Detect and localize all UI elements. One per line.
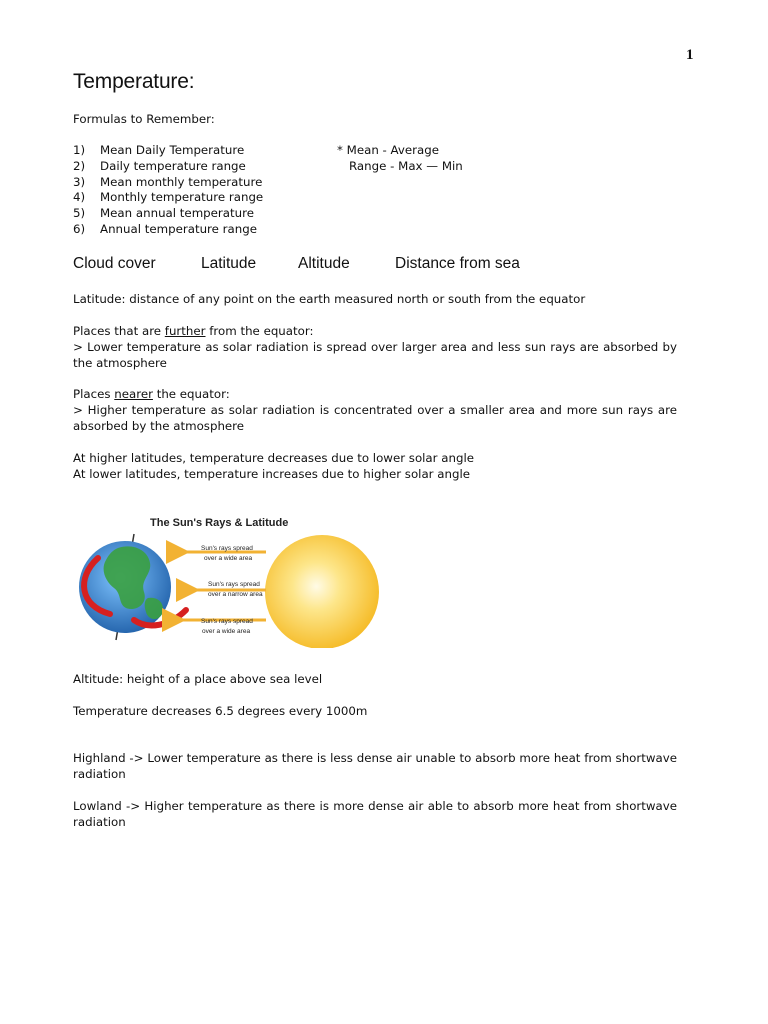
list-text: Mean monthly temperature — [100, 174, 263, 189]
nearer-section — [73, 386, 677, 434]
nearer-detail: > Higher temperature as solar radiation is concentrated over a smaller area and more sun rays are absorbed by the atmosphere — [73, 403, 677, 433]
sun-icon — [265, 535, 379, 648]
latitude-effects — [73, 450, 677, 482]
latitude-definition: Latitude: distance of any point on the earth measured north or south from the equator — [73, 292, 586, 306]
further-detail: > Lower temperature as solar radiation is spread over larger area and less sun rays are absorbed by the atmosphere — [73, 340, 677, 370]
list-item — [73, 189, 263, 205]
nearer-suffix: the equator: — [156, 387, 230, 401]
further-prefix: Places that are — [73, 324, 162, 338]
formula-list — [73, 142, 263, 237]
list-text: Mean Daily Temperature — [100, 143, 245, 157]
further-heading — [73, 323, 677, 339]
factor-latitude: Latitude — [201, 255, 257, 272]
list-item — [73, 158, 263, 174]
list-item — [73, 142, 263, 158]
effect-lower-latitudes: At lower latitudes, temperature increases due to higher solar angle — [73, 467, 471, 481]
list-item — [73, 205, 263, 221]
list-text: Monthly temperature range — [100, 190, 264, 205]
list-number: 4) — [73, 190, 86, 205]
factor-altitude: Altitude — [298, 255, 350, 272]
list-text: Annual temperature range — [100, 221, 257, 236]
further-section — [73, 323, 677, 371]
ray-label: Sun's rays spread — [208, 581, 260, 588]
ray-label: Sun's rays spread — [201, 545, 253, 552]
list-number: 3) — [73, 174, 86, 189]
list-text: Mean annual temperature — [100, 206, 254, 221]
lowland-text: Lowland -> Higher temperature as there is more dense air able to absorb more heat from shortwave radiation — [73, 799, 677, 829]
factor-distance-from-sea: Distance from sea — [395, 255, 520, 272]
formulas-heading: Formulas to Remember: — [73, 112, 215, 126]
ray-label: Sun's rays spread — [201, 618, 253, 625]
highland-text: Highland -> Lower temperature as there is less dense air unable to absorb more heat from shortwave radiation — [73, 751, 677, 781]
further-underlined: further — [164, 324, 206, 338]
figure-title: The Sun's Rays & Latitude — [150, 517, 289, 529]
nearer-underlined: nearer — [114, 387, 153, 401]
list-item — [73, 221, 263, 237]
further-suffix: from the equator: — [209, 324, 314, 338]
lapse-rate: Temperature decreases 6.5 degrees every 1000m — [73, 704, 368, 718]
list-text: Daily temperature range — [100, 158, 246, 173]
list-number: 1) — [73, 143, 86, 157]
factor-cloud-cover: Cloud cover — [73, 255, 156, 272]
suns-rays-latitude-figure — [78, 508, 388, 648]
note-mean: * Mean - Average — [337, 143, 439, 157]
ray-label: over a wide area — [202, 628, 251, 635]
nearer-heading — [73, 386, 677, 402]
page-number: 1 — [686, 47, 694, 63]
list-number: 6) — [73, 221, 86, 236]
formula-notes — [337, 142, 463, 174]
list-number: 5) — [73, 206, 86, 221]
ray-label: over a wide area — [204, 555, 253, 562]
nearer-prefix: Places — [73, 387, 111, 401]
page-title: Temperature: — [73, 70, 195, 93]
ray-label: over a narrow area — [208, 591, 263, 598]
effect-higher-latitudes: At higher latitudes, temperature decreases due to lower solar angle — [73, 451, 474, 465]
list-item — [73, 174, 263, 190]
note-range: Range - Max — Min — [349, 158, 463, 173]
altitude-definition: Altitude: height of a place above sea level — [73, 672, 323, 686]
list-number: 2) — [73, 158, 86, 173]
